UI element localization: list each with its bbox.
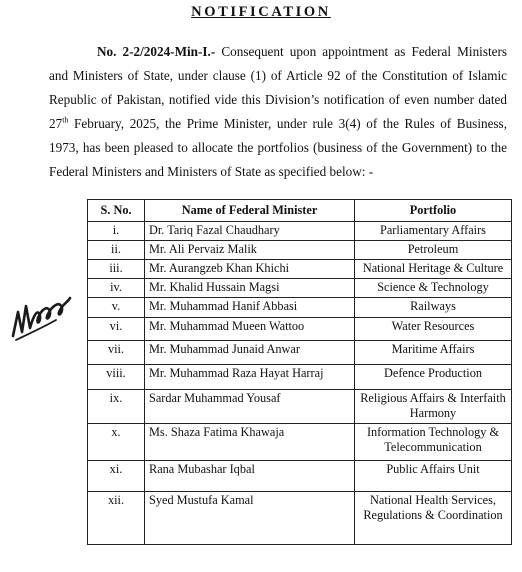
cell-sno: i. [88, 222, 145, 241]
cell-sno: xii. [88, 492, 145, 545]
reference-number: No. 2-2/2024-Min-I.- [97, 44, 216, 59]
cell-portfolio: Railways [355, 298, 512, 318]
cell-portfolio: Science & Technology [355, 279, 512, 298]
table-row [88, 279, 512, 298]
cell-sno: iv. [88, 279, 145, 298]
cell-minister-name: Mr. Khalid Hussain Magsi [145, 279, 355, 298]
header-portfolio: Portfolio [355, 200, 512, 222]
cell-minister-name: Mr. Muhammad Raza Hayat Harraj [145, 365, 355, 390]
cell-minister-name: Ms. Shaza Fatima Khawaja [145, 424, 355, 461]
cell-portfolio: Parliamentary Affairs [355, 222, 512, 241]
cell-portfolio: Water Resources [355, 318, 512, 341]
table-row [88, 390, 512, 424]
table-row [88, 318, 512, 341]
table-row [88, 424, 512, 461]
body-text-part1: Consequent upon appointment as Federal Ministers and Ministers of State, under clause (1) of Article 92 of the Constitution of Islamic Republic of Pakistan, notified vide this Division’s notification of even number dated 27 [49, 44, 507, 131]
cell-minister-name: Mr. Muhammad Mueen Wattoo [145, 318, 355, 341]
table-row [88, 492, 512, 545]
portfolio-allocation-table [87, 199, 512, 545]
cell-minister-name: Syed Mustufa Kamal [145, 492, 355, 545]
cell-sno: xi. [88, 461, 145, 492]
cell-minister-name: Mr. Aurangzeb Khan Khichi [145, 260, 355, 279]
cell-sno: vi. [88, 318, 145, 341]
table-row [88, 241, 512, 260]
header-sno: S. No. [88, 200, 145, 222]
cell-sno: v. [88, 298, 145, 318]
cell-sno: x. [88, 424, 145, 461]
header-minister-name: Name of Federal Minister [145, 200, 355, 222]
cell-sno: vii. [88, 341, 145, 365]
cell-sno: ix. [88, 390, 145, 424]
date-ordinal-suffix: th [62, 115, 69, 125]
cell-sno: ii. [88, 241, 145, 260]
cell-minister-name: Sardar Muhammad Yousaf [145, 390, 355, 424]
notification-body [49, 40, 507, 184]
cell-minister-name: Mr. Muhammad Junaid Anwar [145, 341, 355, 365]
cell-portfolio: Public Affairs Unit [355, 461, 512, 492]
cell-sno: viii. [88, 365, 145, 390]
cell-minister-name: Mr. Muhammad Hanif Abbasi [145, 298, 355, 318]
table-row [88, 222, 512, 241]
cell-portfolio: Defence Production [355, 365, 512, 390]
table-row [88, 298, 512, 318]
cell-portfolio: National Health Services, Regulations & Coordination [355, 492, 512, 545]
table-row [88, 341, 512, 365]
cell-portfolio: National Heritage & Culture [355, 260, 512, 279]
cell-portfolio: Religious Affairs & Interfaith Harmony [355, 390, 512, 424]
notification-title: NOTIFICATION [191, 4, 331, 20]
cell-portfolio: Petroleum [355, 241, 512, 260]
cell-minister-name: Dr. Tariq Fazal Chaudhary [145, 222, 355, 241]
table-row [88, 461, 512, 492]
table-row [88, 365, 512, 390]
cell-portfolio: Maritime Affairs [355, 341, 512, 365]
handwritten-signature [8, 292, 74, 348]
cell-minister-name: Mr. Ali Pervaiz Malik [145, 241, 355, 260]
table-row [88, 260, 512, 279]
cell-portfolio: Information Technology & Telecommunication [355, 424, 512, 461]
cell-minister-name: Rana Mubashar Iqbal [145, 461, 355, 492]
table-header-row [88, 200, 512, 222]
cell-sno: iii. [88, 260, 145, 279]
body-text-part2: February, 2025, the Prime Minister, under rule 3(4) of the Rules of Business, 1973, has been pleased to allocate the portfolios (business of the Government) to the Federal Ministers and Ministers of State as specified below: - [49, 116, 507, 179]
